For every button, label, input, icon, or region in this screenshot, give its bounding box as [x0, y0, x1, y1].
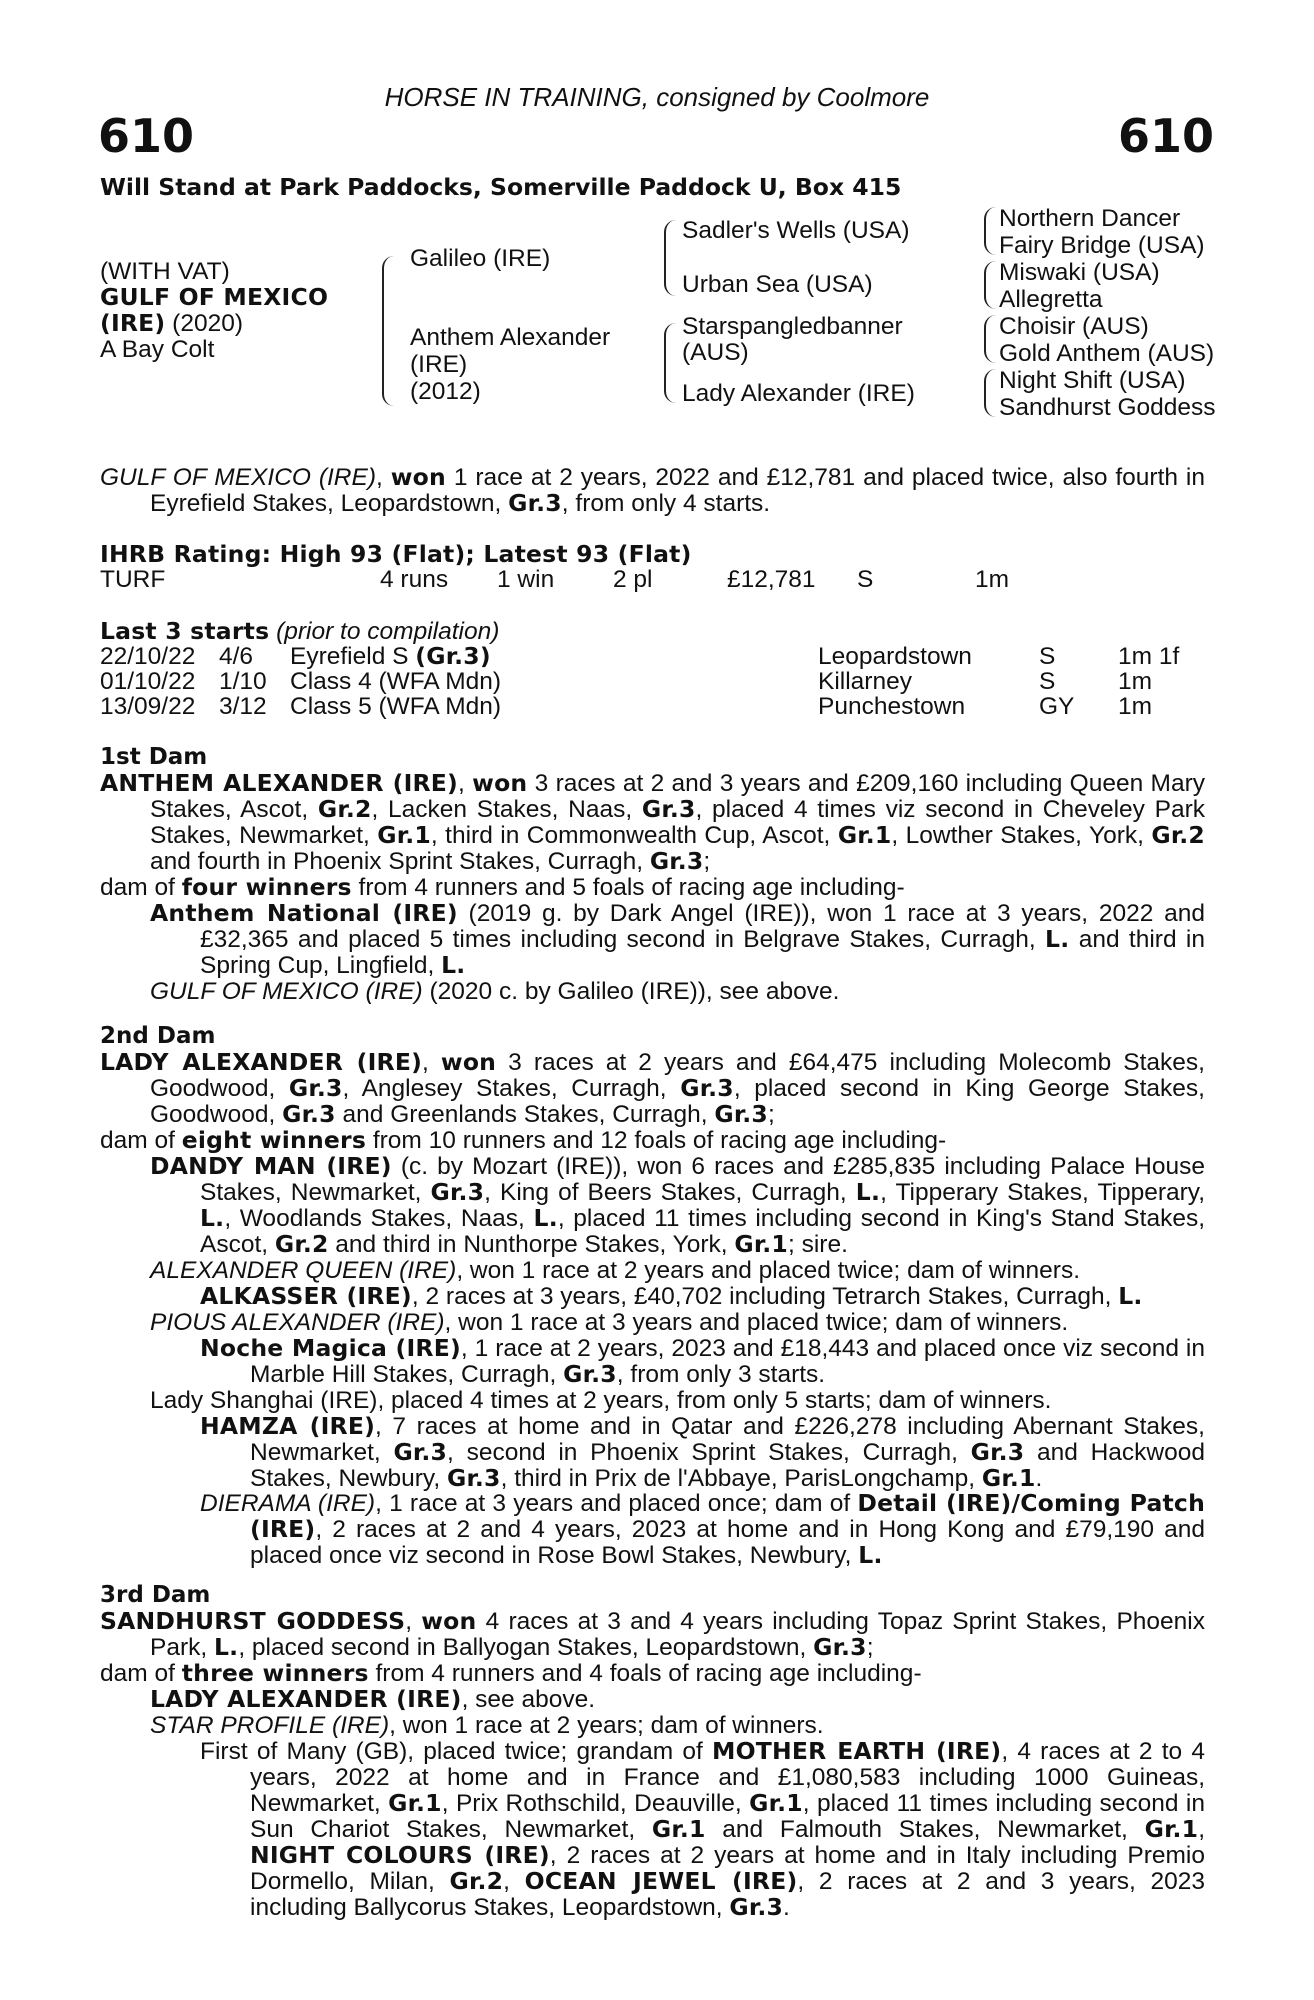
text-run: Gr.1	[837, 820, 892, 849]
text-run: , 4 races at 2 to 4 years, 2022 at home and in France and £1,080,583 including 1000 Guineas, Newmarket,	[250, 1737, 1205, 1817]
text-run: Gr.3	[393, 1437, 448, 1466]
text-run: Gr.1	[981, 1463, 1036, 1492]
text-run: , 7 races at home and in Qatar and £226,278 including Abernant Stakes, Newmarket,	[250, 1412, 1205, 1466]
start-course: Leopardstown	[818, 643, 972, 670]
turf-going: S	[857, 566, 874, 593]
start-pos: 4/6	[219, 643, 254, 670]
text-run: .	[783, 1893, 790, 1921]
text-run: , see above.	[461, 1685, 596, 1713]
text-run: , Lowther Stakes, York,	[891, 821, 1152, 849]
text-run: Gr.2	[1151, 820, 1205, 849]
text-run: , 2 races at 3 years, £40,702 including Tetrarch Stakes, Curragh,	[411, 1282, 1119, 1310]
text-run: from 4 runners and 4 foals of racing age including-	[368, 1659, 922, 1687]
text-run: , won 1 race at 2 years and placed twice; dam of winners.	[456, 1256, 1081, 1284]
text-run: , 2 races at 2 and 3 years, 2023 including Ballycorus Stakes, Leopardstown,	[250, 1867, 1205, 1921]
text-run: dam of	[100, 1659, 182, 1687]
text-run: , second in Phoenix Sprint Stakes, Curragh,	[447, 1438, 971, 1466]
text-run: GULF OF MEXICO (IRE)	[150, 977, 423, 1005]
text-run: L.	[214, 1632, 239, 1661]
text-run: , placed second in King George Stakes, Goodwood,	[150, 1074, 1205, 1128]
start-going: S	[1039, 643, 1056, 670]
dam-sire-sire: Choisir (AUS)	[999, 313, 1149, 340]
dam-line1: Anthem Alexander	[410, 324, 611, 351]
turf-wins: 1 win	[497, 566, 555, 593]
start-grade: (Gr.3)	[415, 642, 491, 670]
text-run: from 4 runners and 5 foals of racing age including-	[351, 873, 905, 901]
start-going: S	[1039, 668, 1056, 695]
text-run: ,	[405, 1608, 422, 1635]
brace-dam-parents	[664, 323, 676, 403]
text-run: ,	[503, 1867, 525, 1895]
dam2-para10	[100, 1491, 1205, 1569]
dam1-para4	[100, 979, 1205, 1005]
sire-sire-sire: Northern Dancer	[999, 205, 1181, 232]
text-run: 3 races at 2 and 3 years and £209,160 including Queen Mary Stakes, Ascot,	[150, 770, 1205, 823]
text-run: Gr.1	[377, 820, 431, 849]
text-run: L.	[1118, 1281, 1143, 1310]
text-run: , third in Prix de l'Abbaye, ParisLongchamp,	[500, 1464, 982, 1492]
sire-dam-sire: Miswaki (USA)	[999, 259, 1160, 286]
text-run: , King of Beers Stakes, Curragh,	[484, 1178, 856, 1206]
dam-dam-dam: Sandhurst Goddess	[999, 394, 1216, 421]
text-run: Gr.3	[430, 1177, 485, 1206]
text-run: Gr.3	[970, 1437, 1025, 1466]
text-run: Gr.2	[274, 1229, 329, 1258]
dam-sire-dam: Gold Anthem (AUS)	[999, 340, 1215, 367]
text-run: Gr.3	[641, 794, 696, 823]
text-run: LADY ALEXANDER (IRE)	[100, 1048, 423, 1076]
sire: Galileo (IRE)	[410, 245, 551, 272]
text-run: ;	[767, 1100, 775, 1128]
dam2-para6	[100, 1310, 1205, 1336]
text-run: , won 1 race at 2 years; dam of winners.	[389, 1711, 824, 1739]
text-run: DANDY MAN (IRE)	[150, 1151, 392, 1180]
text-run: Gr.1	[388, 1788, 442, 1817]
text-run: won	[440, 1048, 497, 1076]
start-dist: 1m	[1118, 668, 1153, 695]
text-run: , third in Commonwealth Cup, Ascot,	[430, 821, 838, 849]
text-run: HAMZA (IRE)	[200, 1411, 376, 1440]
text-run: , Tipperary Stakes, Tipperary,	[880, 1178, 1205, 1206]
text-run: ,	[422, 1049, 441, 1076]
text-run: ;	[866, 1633, 874, 1661]
start-going: GY	[1039, 693, 1075, 720]
dam3-para1	[100, 1609, 1205, 1661]
sire-sire-dam: Fairy Bridge (USA)	[999, 232, 1205, 259]
text-run: , Anglesey Stakes, Curragh,	[342, 1074, 681, 1102]
dam1-para2	[100, 872, 1205, 901]
turf-surface: TURF	[100, 566, 166, 593]
dam2-para4	[100, 1258, 1205, 1284]
text-run: , Prix Rothschild, Deauville,	[441, 1789, 750, 1817]
start-race: Eyrefield S (Gr.3)	[290, 642, 491, 670]
dam2-para3	[100, 1151, 1205, 1258]
text-run: and third in Nunthorpe Stakes, York,	[328, 1230, 735, 1258]
racing-summary: GULF OF MEXICO (IRE), won 1 race at 2 years, 2022 and £12,781 and placed twice, also fourth in Eyrefield Stakes, Leopardstown, Gr.3, from only 4 starts.	[100, 463, 1205, 517]
text-run: , won 1 race at 3 years and placed twice; dam of winners.	[444, 1308, 1069, 1336]
dam-line2: (IRE)	[410, 351, 468, 378]
first-dam-section	[100, 771, 1205, 1005]
start-course: Punchestown	[818, 693, 966, 720]
text-run: Gr.1	[651, 1814, 706, 1843]
text-run: Anthem National (IRE)	[150, 898, 458, 927]
third-dam-section	[100, 1609, 1205, 1921]
text-run: Gr.3	[680, 1073, 734, 1102]
last-starts-heading: Last 3 starts (prior to compilation)	[100, 617, 500, 645]
text-run: Gr.1	[734, 1229, 788, 1258]
dam3-para4	[100, 1713, 1205, 1739]
text-run: Detail (IRE)/Coming Patch (IRE)	[250, 1489, 1205, 1544]
brace-g2	[984, 261, 996, 309]
text-run: L.	[441, 950, 466, 979]
horse-origin: (IRE)	[100, 309, 166, 337]
text-run: L.	[858, 1541, 883, 1570]
text-run: and third in Spring Cup, Lingfield,	[200, 925, 1205, 979]
start-date: 01/10/22	[100, 668, 196, 695]
dam2-para2	[100, 1125, 1205, 1154]
text-run: STAR PROFILE (IRE)	[150, 1711, 390, 1739]
text-run: ;	[703, 847, 711, 875]
text-run: , Woodlands Stakes, Naas,	[224, 1204, 534, 1232]
text-run: DIERAMA (IRE)	[200, 1490, 376, 1518]
turf-runs: 4 runs	[380, 566, 449, 593]
text-run: ALEXANDER QUEEN (IRE)	[150, 1256, 457, 1284]
dam2-para1	[100, 1050, 1205, 1128]
dam2-para9	[100, 1411, 1205, 1492]
text-run: (c. by Mozart (IRE)), won 6 races and £285,835 including Palace House Stakes, Newmarket,	[200, 1152, 1205, 1206]
text-run: Gr.3	[714, 1099, 768, 1128]
turf-distance: 1m	[975, 566, 1010, 593]
dam2-para5	[100, 1281, 1205, 1310]
dam2-para8	[100, 1388, 1205, 1414]
start-pos: 1/10	[219, 668, 267, 695]
horse-description: A Bay Colt	[100, 336, 215, 363]
text-run: Gr.3	[729, 1892, 783, 1921]
text-run: Gr.3	[563, 1359, 617, 1388]
dam1-para3	[100, 898, 1205, 979]
sire-dam-dam: Allegretta	[999, 286, 1103, 313]
dam-dam-sire: Night Shift (USA)	[999, 367, 1186, 394]
text-run: , 1 race at 3 years and placed once; dam of	[375, 1490, 858, 1518]
ihrb-rating: IHRB Rating: High 93 (Flat); Latest 93 (Flat)	[100, 540, 692, 568]
brace-g1	[984, 207, 996, 255]
text-run: dam of	[100, 873, 182, 901]
brace-g3	[984, 315, 996, 363]
text-run: Gr.3	[649, 846, 704, 875]
text-run: ANTHEM ALEXANDER (IRE)	[100, 769, 459, 797]
text-run: , placed 11 times including second in Sun Chariot Stakes, Newmarket,	[250, 1789, 1205, 1843]
text-run: Gr.2	[317, 794, 372, 823]
text-run: three winners	[181, 1658, 369, 1687]
text-run: Gr.3	[288, 1073, 343, 1102]
text-run: eight winners	[181, 1125, 367, 1154]
text-run: ,	[458, 770, 473, 797]
text-run: from 10 runners and 12 foals of racing age including-	[366, 1126, 947, 1154]
text-run: four winners	[181, 872, 352, 901]
dam3-para2	[100, 1658, 1205, 1687]
text-run: L.	[200, 1203, 225, 1232]
turf-places: 2 pl	[613, 566, 653, 593]
brace-g4	[984, 369, 996, 417]
dam-sire-line2: (AUS)	[682, 339, 749, 366]
start-dist: 1m	[1118, 693, 1153, 720]
text-run: NIGHT COLOURS (IRE)	[250, 1840, 550, 1869]
text-run: , placed 11 times including second in King's Stand Stakes, Ascot,	[200, 1204, 1205, 1258]
text-run: , placed 4 times viz second in Cheveley Park Stakes, Newmarket,	[150, 795, 1205, 849]
turf-earnings: £12,781	[727, 566, 816, 593]
third-dam-heading: 3rd Dam	[100, 1582, 211, 1608]
dam2-para7	[100, 1333, 1205, 1388]
text-run: First of Many (GB), placed twice; grandam of	[200, 1737, 713, 1765]
text-run: and fourth in Phoenix Sprint Stakes, Curragh,	[150, 847, 650, 875]
text-run: LADY ALEXANDER (IRE)	[150, 1684, 462, 1713]
lot-number-right: 610	[1118, 109, 1215, 163]
text-run: L.	[855, 1177, 881, 1206]
dam3-para3	[100, 1684, 1205, 1713]
text-run: (2019 g. by Dark Angel (IRE)), won 1 race at 3 years, 2022 and £32,365 and placed 5 times including second in Belgrave Stakes, Curragh,	[200, 899, 1205, 953]
dam3-para5	[100, 1736, 1205, 1921]
stand-location: Will Stand at Park Paddocks, Somerville Paddock U, Box 415	[100, 173, 902, 201]
start-dist: 1m 1f	[1118, 643, 1180, 670]
text-run: SANDHURST GODDESS	[100, 1607, 406, 1635]
lot-number-left: 610	[98, 109, 195, 163]
text-run: ; sire.	[787, 1230, 848, 1258]
text-run: .	[1035, 1464, 1043, 1492]
start-course: Killarney	[818, 668, 912, 695]
text-run: Gr.2	[449, 1866, 504, 1895]
text-run: and Greenlands Stakes, Curragh,	[335, 1100, 715, 1128]
text-run: Gr.1	[749, 1788, 803, 1817]
text-run: , placed second in Ballyogan Stakes, Leopardstown,	[238, 1633, 814, 1661]
text-run: OCEAN JEWEL (IRE)	[524, 1866, 798, 1895]
consignment-line: HORSE IN TRAINING, consigned by Coolmore	[384, 82, 930, 112]
text-run: dam of	[100, 1126, 182, 1154]
text-run: MOTHER EARTH (IRE)	[712, 1736, 1002, 1765]
text-run: Gr.3	[282, 1099, 336, 1128]
text-run: Noche Magica (IRE)	[200, 1333, 461, 1362]
start-date: 13/09/22	[100, 693, 196, 720]
horse-year: (2020)	[165, 310, 244, 337]
text-run: ALKASSER (IRE)	[200, 1281, 412, 1310]
text-run: 4 races at 3 and 4 years including Topaz Sprint Stakes, Phoenix Park,	[150, 1608, 1205, 1661]
text-run: Gr.3	[813, 1632, 867, 1661]
text-run: L.	[1045, 924, 1070, 953]
dam1-para1	[100, 771, 1205, 875]
start-date: 22/10/22	[100, 643, 196, 670]
text-run: L.	[533, 1203, 558, 1232]
text-run: won	[421, 1607, 477, 1635]
text-run: , Lacken Stakes, Naas,	[371, 795, 642, 823]
text-run: , 2 races at 2 years at home and in Italy including Premio Dormello, Milan,	[250, 1841, 1205, 1895]
dam-sire-line1: Starspangledbanner	[682, 313, 903, 340]
brace-sire-parents	[664, 220, 676, 296]
second-dam-heading: 2nd Dam	[100, 1023, 216, 1049]
text-run: Gr.1	[1144, 1814, 1199, 1843]
vat-note: (WITH VAT)	[100, 258, 230, 285]
text-run: Gr.3	[446, 1463, 501, 1492]
first-dam-heading: 1st Dam	[100, 744, 208, 770]
text-run: Lady Shanghai (IRE), placed 4 times at 2 years, from only 5 starts; dam of winners.	[150, 1386, 1052, 1414]
text-run: ,	[1198, 1815, 1205, 1843]
brace-sire-dam	[382, 256, 394, 406]
sire-sire: Sadler's Wells (USA)	[682, 217, 910, 244]
start-race: Class 5 (WFA Mdn)	[290, 693, 502, 720]
horse-name: GULF OF MEXICO	[100, 283, 329, 311]
text-run: , 2 races at 2 and 4 years, 2023 at home and in Hong Kong and £79,190 and placed once viz second in Rose Bowl Stakes, Newbury,	[250, 1516, 1205, 1570]
horse-name-line2	[100, 311, 243, 337]
text-run: PIOUS ALEXANDER (IRE)	[150, 1308, 445, 1336]
text-run: 3 races at 2 years and £64,475 including Molecomb Stakes, Goodwood,	[150, 1049, 1205, 1102]
dam-line3: (2012)	[410, 378, 481, 405]
text-run: and Falmouth Stakes, Newmarket,	[705, 1815, 1145, 1843]
start-race: Class 4 (WFA Mdn)	[290, 668, 502, 695]
dam-dam: Lady Alexander (IRE)	[682, 380, 915, 407]
text-run: won	[472, 769, 528, 797]
text-run: , from only 3 starts.	[616, 1360, 826, 1388]
start-pos: 3/12	[219, 693, 267, 720]
text-run: , 1 race at 2 years, 2023 and £18,443 and placed once viz second in Marble Hill Stakes, Curragh,	[250, 1334, 1205, 1388]
sire-dam: Urban Sea (USA)	[682, 271, 873, 298]
text-run: and Hackwood Stakes, Newbury,	[250, 1438, 1205, 1492]
second-dam-section	[100, 1050, 1205, 1569]
text-run: (2020 c. by Galileo (IRE)), see above.	[422, 977, 840, 1005]
